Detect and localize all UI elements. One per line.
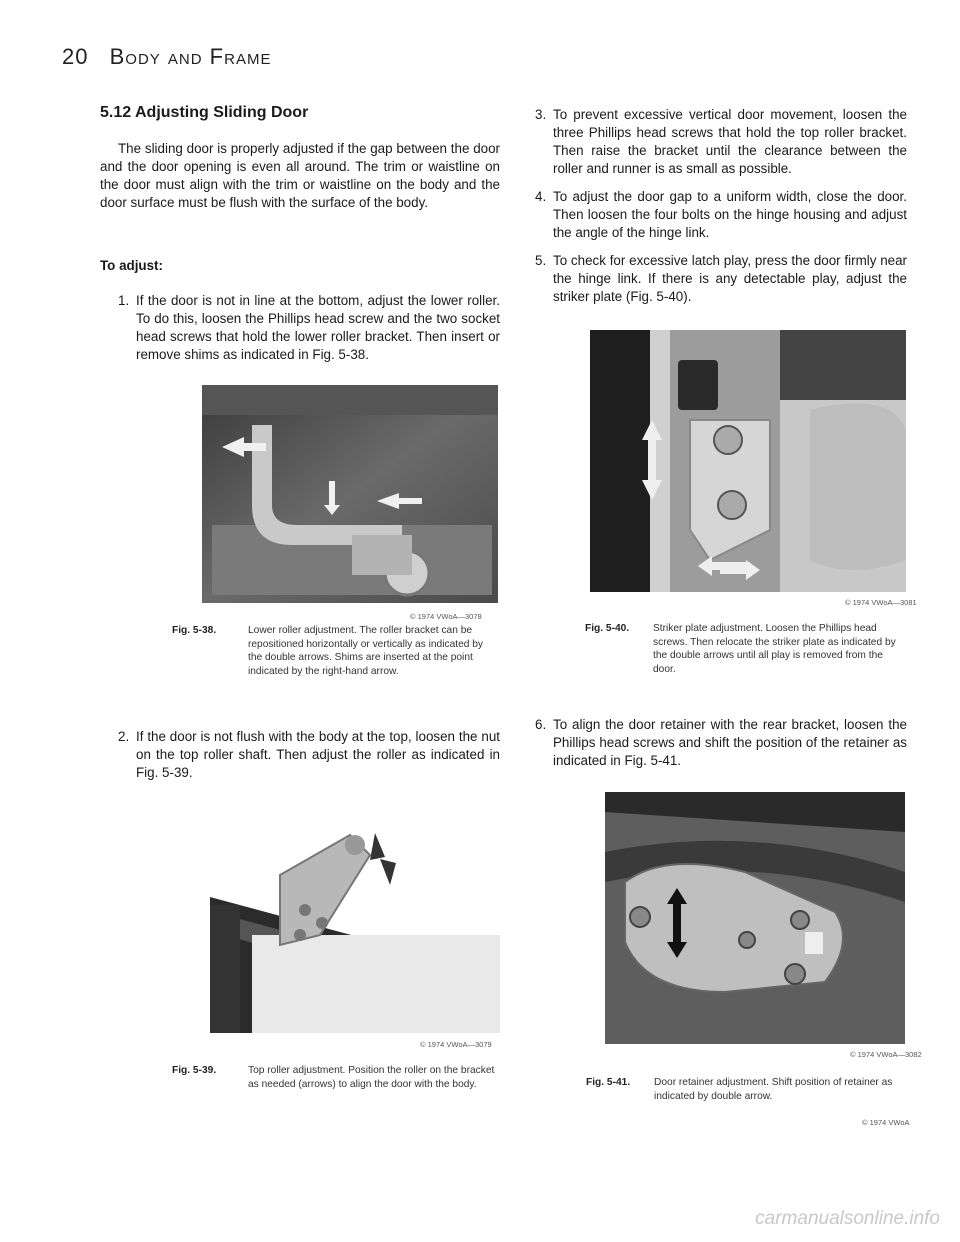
figure-5-38-caption: Fig. 5-38. Lower roller adjustment. The roller bracket can be repositioned horizontally or vertically as indicated by the double arrows. Shims are inserted at the point indicated by the right-hand arrow. [172,625,483,677]
figure-5-41-credit: © 1974 VWoA—3082 [850,1050,922,1059]
section-title: 5.12 Adjusting Sliding Door [100,104,309,121]
steps-list-right-1 [535,106,907,306]
step-3: 3. To prevent excessive vertical door movement, loosen the three Phillips head screws that hold the top roller bracket. Then raise the bracket until the clearance between the roller and runner is as small as possible. [535,107,907,176]
figure-5-40-caption: Fig. 5-40. Striker plate adjustment. Loosen the Phillips head screws. Then relocate the striker plate as indicated by the double arrows until all play is removed from the door. [585,623,896,675]
steps-list-right-2 [535,716,907,770]
striker-plate-photo [590,330,906,592]
figure-5-41-caption: Fig. 5-41. Door retainer adjustment. Shift position of retainer as indicated by double arrow. [586,1077,893,1102]
step-4: 4. To adjust the door gap to a uniform width, close the door. Then loosen the four bolts on the hinge housing and adjust the angle of the hinge link. [535,189,907,240]
to-adjust-label: To adjust: [100,258,163,273]
step-2: 2. If the door is not flush with the body at the top, loosen the nut on the top roller shaft. Then adjust the roller as indicated in Fig. 5-39. [118,729,500,780]
step-5: 5. To check for excessive latch play, press the door firmly near the hinge link. If there is any detectable play, adjust the striker plate (Fig. 5-40). [535,253,907,304]
door-retainer-photo [605,792,905,1044]
top-roller-photo [210,815,500,1033]
step-6: 6. To align the door retainer with the rear bracket, loosen the Phillips head screws and shift the position of the retainer as indicated in Fig. 5-41. [535,717,907,768]
lower-roller-photo [202,385,498,603]
section-intro: The sliding door is properly adjusted if the gap between the door and the door opening is even all around. The trim or waistline on the door must align with the trim or waistline on the body and the door surface must be flush with the surface of the body. [100,141,500,210]
figure-5-40-credit: © 1974 VWoA—3081 [845,598,917,607]
page-number: 20 [62,44,89,69]
watermark-text: carmanualsonline.info [755,1208,940,1229]
figure-5-38-credit: © 1974 VWoA—3078 [410,612,482,621]
figure-5-39-caption: Fig. 5-39. Top roller adjustment. Position the roller on the bracket as needed (arrows) to align the door with the body. [172,1065,495,1090]
steps-list-left-2 [118,728,500,782]
step-1: 1. If the door is not in line at the bottom, adjust the lower roller. To do this, loosen the Phillips head screw and the two socket head screws that hold the lower roller bracket. Then insert or remove shims as indicated in Fig. 5-38. [118,293,500,362]
figure-5-41-photo [605,792,905,1044]
chapter-title: Body and Frame [109,44,272,69]
figure-5-40-photo [590,330,906,592]
page-header [62,44,271,70]
figure-5-38-photo [202,385,498,603]
figure-5-39-photo [210,815,500,1033]
figure-5-39-credit: © 1974 VWoA—3079 [420,1040,492,1049]
steps-list-left-1 [118,292,500,364]
footer-credit: © 1974 VWoA [862,1118,910,1127]
